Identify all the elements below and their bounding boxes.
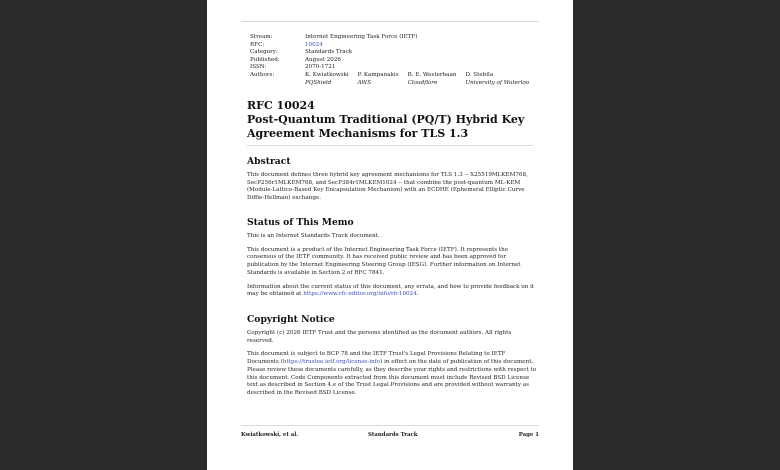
copyright-paragraph: Copyright (c) 2026 IETF Trust and the persons identified as the document authors. All rights reserved. (247, 330, 512, 344)
rfc-title: RFC 10024 (247, 99, 315, 112)
copyright-heading: Copyright Notice (247, 314, 335, 325)
status-heading: Status of This Memo (247, 217, 354, 228)
footer-page-number: Page 1 (518, 432, 539, 438)
meta-label: Authors: (250, 71, 275, 78)
footer-category: Standards Track (368, 432, 418, 438)
abstract-section (247, 156, 537, 209)
author-name: P. Kampanakis (357, 71, 399, 78)
status-paragraph: This is an Internet Standards Track document. (247, 233, 380, 239)
footer-rule (241, 425, 539, 426)
author-affiliation: PQShield (305, 79, 332, 86)
footer-authors: Kwiatkowski, et al. (241, 432, 299, 438)
meta-value: 2070-1721 (305, 64, 336, 71)
document-page (207, 0, 573, 470)
copyright-section (247, 314, 537, 404)
author (465, 72, 529, 88)
meta-row-stream (250, 34, 550, 42)
meta-label: Published: (250, 56, 280, 63)
meta-row-issn (250, 64, 550, 72)
author-affiliation: AWS (357, 79, 372, 86)
copyright-text: ) in effect on the date of publication of this document. Please review these documents carefully, as they describe your rights and restrictions with respect to this document. Code Components extracted from this document must include Revised BSD License text as described in Section 4.e of the Trust Legal Provisions and are provided without warranty as described in the Revised BSD License. (247, 359, 537, 396)
status-section (247, 217, 537, 305)
meta-label: Stream: (250, 34, 273, 40)
author-name: D. Stebila (465, 71, 494, 78)
author-affiliation: University of Waterloo (465, 79, 530, 86)
status-paragraph: This document is a product of the Internet Engineering Task Force (IETF). It represents the consensus of the IETF community. It has received public review and has been approved for publication by the Internet Engineering Steering Group (IESG). Further information on Internet Standards is available in Section 2 of RFC 7841. (247, 246, 521, 276)
abstract-text: This document defines three hybrid key agreement mechanisms for TLS 1.3 -- X25519MLKEM768, SecP256r1MLKEM768, and SecP384r1MLKEM1024 -- that combine the post-quantum ML-KEM (Module-Lattice-Based Key Encapsulation Mechanism) with an ECDHE (Ephemeral Elliptic Curve Diffie-Hellman) exchange. (247, 172, 528, 202)
document-title-line: Post-Quantum Traditional (PQ/T) Hybrid Key (247, 113, 525, 126)
title-rule (247, 145, 533, 146)
document-title-line: Agreement Mechanisms for TLS 1.3 (247, 127, 469, 140)
meta-row-published (250, 57, 550, 65)
rfc-number-link[interactable]: 10024 (305, 41, 323, 48)
status-paragraph (247, 284, 537, 299)
meta-value: August 2026 (305, 56, 341, 63)
author-name: B. E. Westerbaan (407, 71, 457, 78)
document-metadata (250, 34, 550, 88)
meta-label: RFC: (250, 41, 265, 48)
copyright-paragraph (247, 351, 537, 397)
author-affiliation: Cloudflare (407, 79, 438, 86)
meta-row-category (250, 49, 550, 57)
meta-label: ISSN: (250, 64, 267, 71)
author-list (305, 72, 550, 88)
meta-row-authors (250, 72, 550, 88)
rfc-editor-link[interactable]: https://www.rfc-editor.org/info/rfc10024 (303, 291, 417, 298)
status-text: . (416, 291, 419, 298)
author (358, 72, 399, 88)
status-text: Information about the current status of this document, any errata, and how to provide feedback on it may be obtained at (247, 283, 535, 298)
top-rule (241, 21, 539, 22)
meta-row-rfc (250, 42, 550, 50)
abstract-heading: Abstract (247, 156, 291, 167)
author-name: K. Kwiatkowski (305, 71, 349, 78)
document-title-block (247, 99, 547, 141)
meta-label: Category: (250, 49, 278, 56)
author (408, 72, 457, 88)
meta-value: Internet Engineering Task Force (IETF) (305, 34, 418, 40)
copyright-text: This document is subject to BCP 78 and the IETF Trust's Legal Provisions Relating to IETF Documents ( (247, 351, 506, 366)
meta-value: Standards Track (305, 49, 353, 56)
trustee-license-link[interactable]: https://trustee.ietf.org/license-info (282, 359, 381, 366)
author (305, 72, 349, 88)
